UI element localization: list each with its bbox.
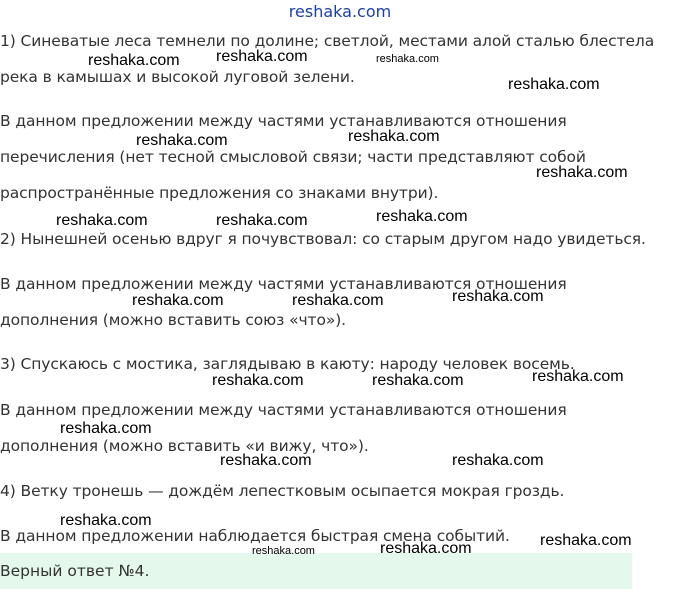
- watermark: reshaka.com: [508, 76, 600, 93]
- answer-text: Верный ответ №4.: [0, 562, 150, 580]
- watermark: reshaka.com: [212, 372, 304, 389]
- explanation-3-line-1: В данном предложении между частями устанавливаются отношения: [0, 401, 567, 419]
- watermark: reshaka.com: [380, 540, 472, 557]
- watermark: reshaka.com: [60, 420, 152, 437]
- watermark: reshaka.com: [540, 532, 632, 549]
- sentence-3: 3) Спускаюсь с мостика, заглядываю в каюту: народу человек восемь.: [0, 355, 575, 373]
- watermark: reshaka.com: [220, 452, 312, 469]
- header-watermark: reshaka.com: [288, 2, 392, 21]
- watermark: reshaka.com: [536, 164, 628, 181]
- explanation-2-line-1: В данном предложении между частями устанавливаются отношения: [0, 275, 567, 293]
- watermark: reshaka.com: [60, 512, 152, 529]
- watermark: reshaka.com: [348, 128, 440, 145]
- watermark: reshaka.com: [372, 372, 464, 389]
- watermark: reshaka.com: [376, 208, 468, 225]
- watermark: reshaka.com: [56, 212, 148, 229]
- explanation-3-line-2: дополнения (можно вставить «и вижу, что»).: [0, 437, 369, 455]
- watermark: reshaka.com: [88, 52, 180, 69]
- watermark: reshaka.com: [452, 288, 544, 305]
- explanation-1-line-3: распространённые предложения со знаками внутри).: [0, 184, 439, 202]
- explanation-1-line-1: В данном предложении между частями устанавливаются отношения: [0, 112, 567, 130]
- watermark: reshaka.com: [252, 545, 315, 557]
- watermark: reshaka.com: [452, 452, 544, 469]
- watermark: reshaka.com: [132, 292, 224, 309]
- sentence-4: 4) Ветку тронешь — дождём лепестковым осыпается мокрая гроздь.: [0, 482, 565, 500]
- answer-box: [0, 553, 632, 589]
- watermark: reshaka.com: [376, 53, 439, 65]
- watermark: reshaka.com: [136, 132, 228, 149]
- watermark: reshaka.com: [216, 48, 308, 65]
- watermark: reshaka.com: [216, 212, 308, 229]
- sentence-1-line-2: река в камышах и высокой луговой зелени.: [0, 68, 355, 86]
- watermark: reshaka.com: [292, 292, 384, 309]
- explanation-2-line-2: дополнения (можно вставить союз «что»).: [0, 311, 347, 329]
- watermark: reshaka.com: [532, 368, 624, 385]
- explanation-4: В данном предложении наблюдается быстрая смена событий.: [0, 527, 510, 545]
- sentence-2: 2) Нынешней осенью вдруг я почувствовал: со старым другом надо увидеться.: [0, 230, 646, 248]
- sentence-1-line-1: 1) Синеватые леса темнели по долине; светлой, местами алой сталью блестела: [0, 32, 655, 50]
- explanation-1-line-2: перечисления (нет тесной смысловой связи; части представляют собой: [0, 148, 586, 166]
